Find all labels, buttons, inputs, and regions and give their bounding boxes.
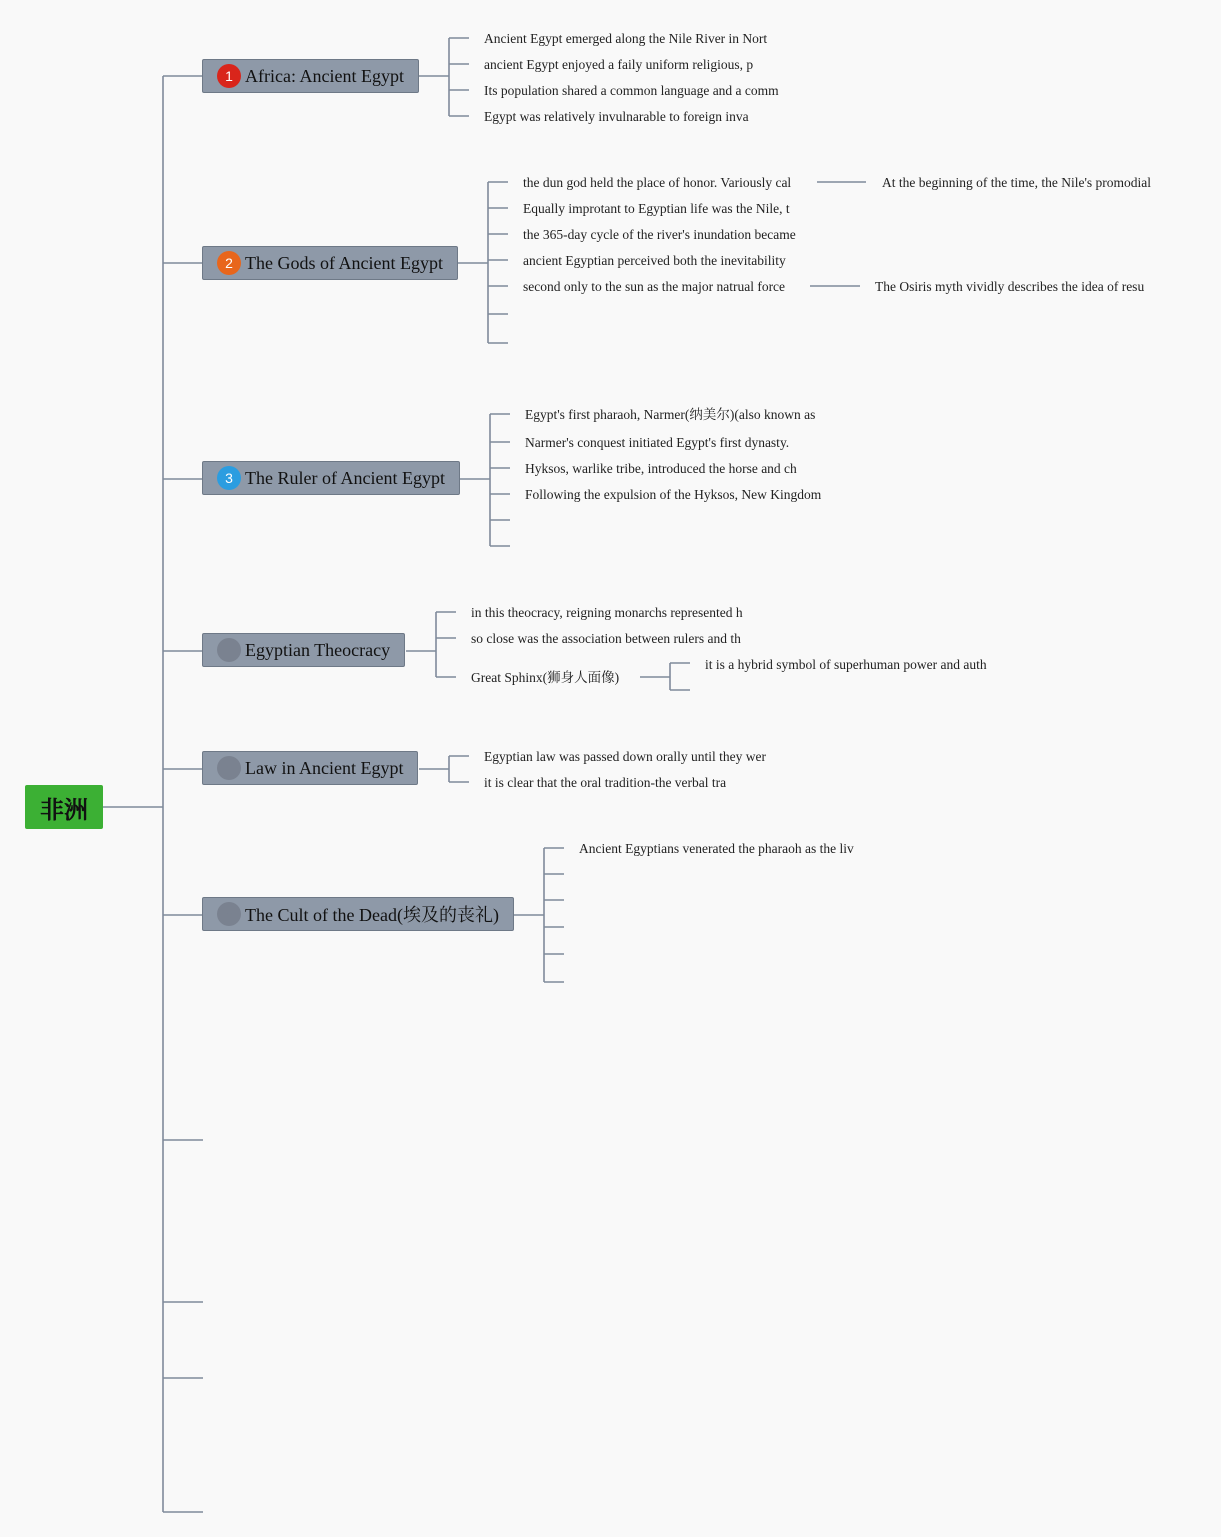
subtopic-node[interactable]: so close was the association between rulers and th [471, 631, 741, 646]
priority-3-icon: 3 [217, 466, 241, 490]
priority-5-icon: 5 [217, 756, 241, 780]
topic-label: The Cult of the Dead(埃及的丧礼) [245, 905, 499, 925]
priority-6-icon: 6 [217, 902, 241, 926]
topic-node-law-in-ancient-egypt[interactable] [202, 751, 418, 785]
subtopic-node[interactable]: Narmer's conquest initiated Egypt's first dynasty. [525, 435, 790, 450]
topic-node-gods-of-ancient-egypt[interactable] [202, 246, 458, 280]
priority-4-icon: 4 [217, 638, 241, 662]
topic-node-africa-ancient-egypt[interactable] [202, 59, 419, 93]
topic-label: Law in Ancient Egypt [245, 757, 404, 778]
priority-2-icon: 2 [217, 251, 241, 275]
subtopic-node[interactable]: Hyksos, warlike tribe, introduced the horse and ch [525, 461, 797, 476]
subtopic-node[interactable]: in this theocracy, reigning monarchs represented h [471, 605, 743, 620]
topic-label: The Ruler of Ancient Egypt [245, 467, 445, 488]
topic-label: Egyptian Theocracy [245, 639, 391, 660]
subtopic-node[interactable]: Equally improtant to Egyptian life was the Nile, t [523, 201, 790, 216]
subtopic-node[interactable]: it is clear that the oral tradition-the verbal tra [484, 775, 727, 790]
subtopic-node[interactable]: Egypt was relatively invulnarable to foreign inva [484, 109, 749, 124]
subtopic-node[interactable]: Great Sphinx(狮身人面像) [471, 670, 620, 685]
subtopic-node[interactable]: ancient Egyptian perceived both the inevitability [523, 253, 786, 268]
subtopic-node[interactable]: the dun god held the place of honor. Variously cal [523, 175, 792, 190]
subtopic-node[interactable]: Egypt's first pharaoh, Narmer(纳美尔)(also known as [525, 407, 816, 422]
subtopic-node[interactable]: Following the expulsion of the Hyksos, New Kingdom [525, 487, 822, 502]
subtopic-node[interactable]: Ancient Egyptians venerated the pharaoh as the liv [579, 841, 854, 856]
subtopic-node[interactable]: Ancient Egypt emerged along the Nile River in Nort [484, 31, 768, 46]
subtopic-node[interactable]: the 365-day cycle of the river's inundation became [523, 227, 796, 242]
subtopic-node[interactable]: second only to the sun as the major natrual force [523, 279, 786, 294]
topic-label: The Gods of Ancient Egypt [245, 252, 443, 273]
subtopic-node[interactable]: ancient Egypt enjoyed a faily uniform religious, p [484, 57, 754, 72]
subtopic-node[interactable]: Its population shared a common language and a comm [484, 83, 779, 98]
topic-label: Africa: Ancient Egypt [245, 65, 404, 86]
detail-node[interactable]: The Osiris myth vividly describes the idea of resu [875, 279, 1145, 294]
root-node[interactable]: 非洲 [25, 785, 103, 829]
topic-node-ruler-of-ancient-egypt[interactable] [202, 461, 460, 495]
topic-node-cult-of-the-dead[interactable] [202, 897, 514, 931]
priority-1-icon: 1 [217, 64, 241, 88]
subtopic-node[interactable]: Egyptian law was passed down orally until they wer [484, 749, 766, 764]
topic-node-egyptian-theocracy[interactable] [202, 633, 405, 667]
detail-node[interactable]: it is a hybrid symbol of superhuman power and auth [705, 657, 987, 672]
detail-node[interactable]: At the beginning of the time, the Nile's promodial [882, 175, 1152, 190]
